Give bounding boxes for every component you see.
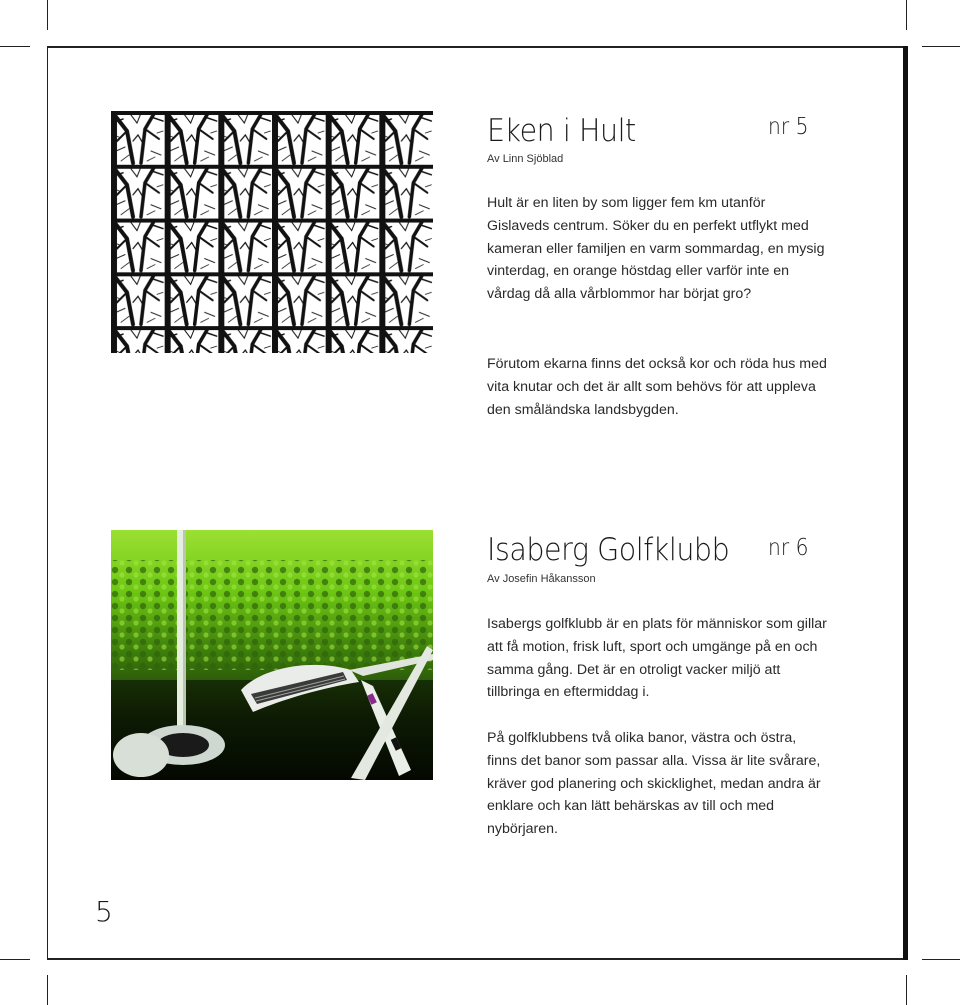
page-border-top: [47, 46, 907, 48]
article-1-byline: Av Linn Sjöblad: [487, 153, 564, 165]
article-2-number: nr 6: [768, 535, 809, 561]
article-1-paragraph-1: Hult är en liten by som ligger fem km utanför Gislaveds centrum. Söker du en perfekt utflykt med kameran eller familjen en varm sommardag, en mysig vinterdag, en orange höstdag eller varför inte en vårdag då alla vårblommor har börjat gro?: [487, 195, 825, 303]
page-spine: [903, 46, 908, 960]
article-2-title: Isaberg Golfklubb: [487, 532, 730, 568]
article-2-paragraph-2: På golfklubbens två olika banor, västra och östra, finns det banor som passar alla. Vissa är lite svårare, kräver god planering och skicklighet, medan andra är enklare och kan lätt behärskas av till och med nybörjaren.: [487, 730, 821, 838]
crop-mark-right-top: [922, 46, 960, 47]
crop-mark-right-bottom: [922, 959, 960, 960]
crop-mark-bottom-right: [906, 975, 907, 1005]
article-1-paragraph-2: Förutom ekarna finns det också kor och röda hus med vita knutar och det är allt som behövs för att uppleva den småländska landsbygden.: [487, 356, 827, 418]
article-2-byline: Av Josefin Håkansson: [487, 573, 596, 585]
page-border-left: [47, 46, 48, 960]
article-1-number: nr 5: [768, 114, 809, 140]
article-2-paragraph-1: Isabergs golfklubb är en plats för människor som gillar att få motion, frisk luft, sport och umgänge på en och samma gång. Det är en otroligt vacker miljö att tillbringa en eftermiddag i.: [487, 616, 827, 701]
crop-mark-left-top: [0, 46, 30, 47]
page-number: 5: [95, 895, 113, 928]
page-border-bottom: [47, 958, 907, 960]
crop-mark-bottom-left: [47, 975, 48, 1005]
crop-mark-top-right: [906, 0, 907, 30]
article-1-title: Eken i Hult: [487, 113, 636, 149]
crop-mark-left-bottom: [0, 959, 30, 960]
golf-club-image: [111, 530, 433, 780]
crop-mark-top-left: [47, 0, 48, 30]
tree-pattern-image: [111, 111, 433, 353]
